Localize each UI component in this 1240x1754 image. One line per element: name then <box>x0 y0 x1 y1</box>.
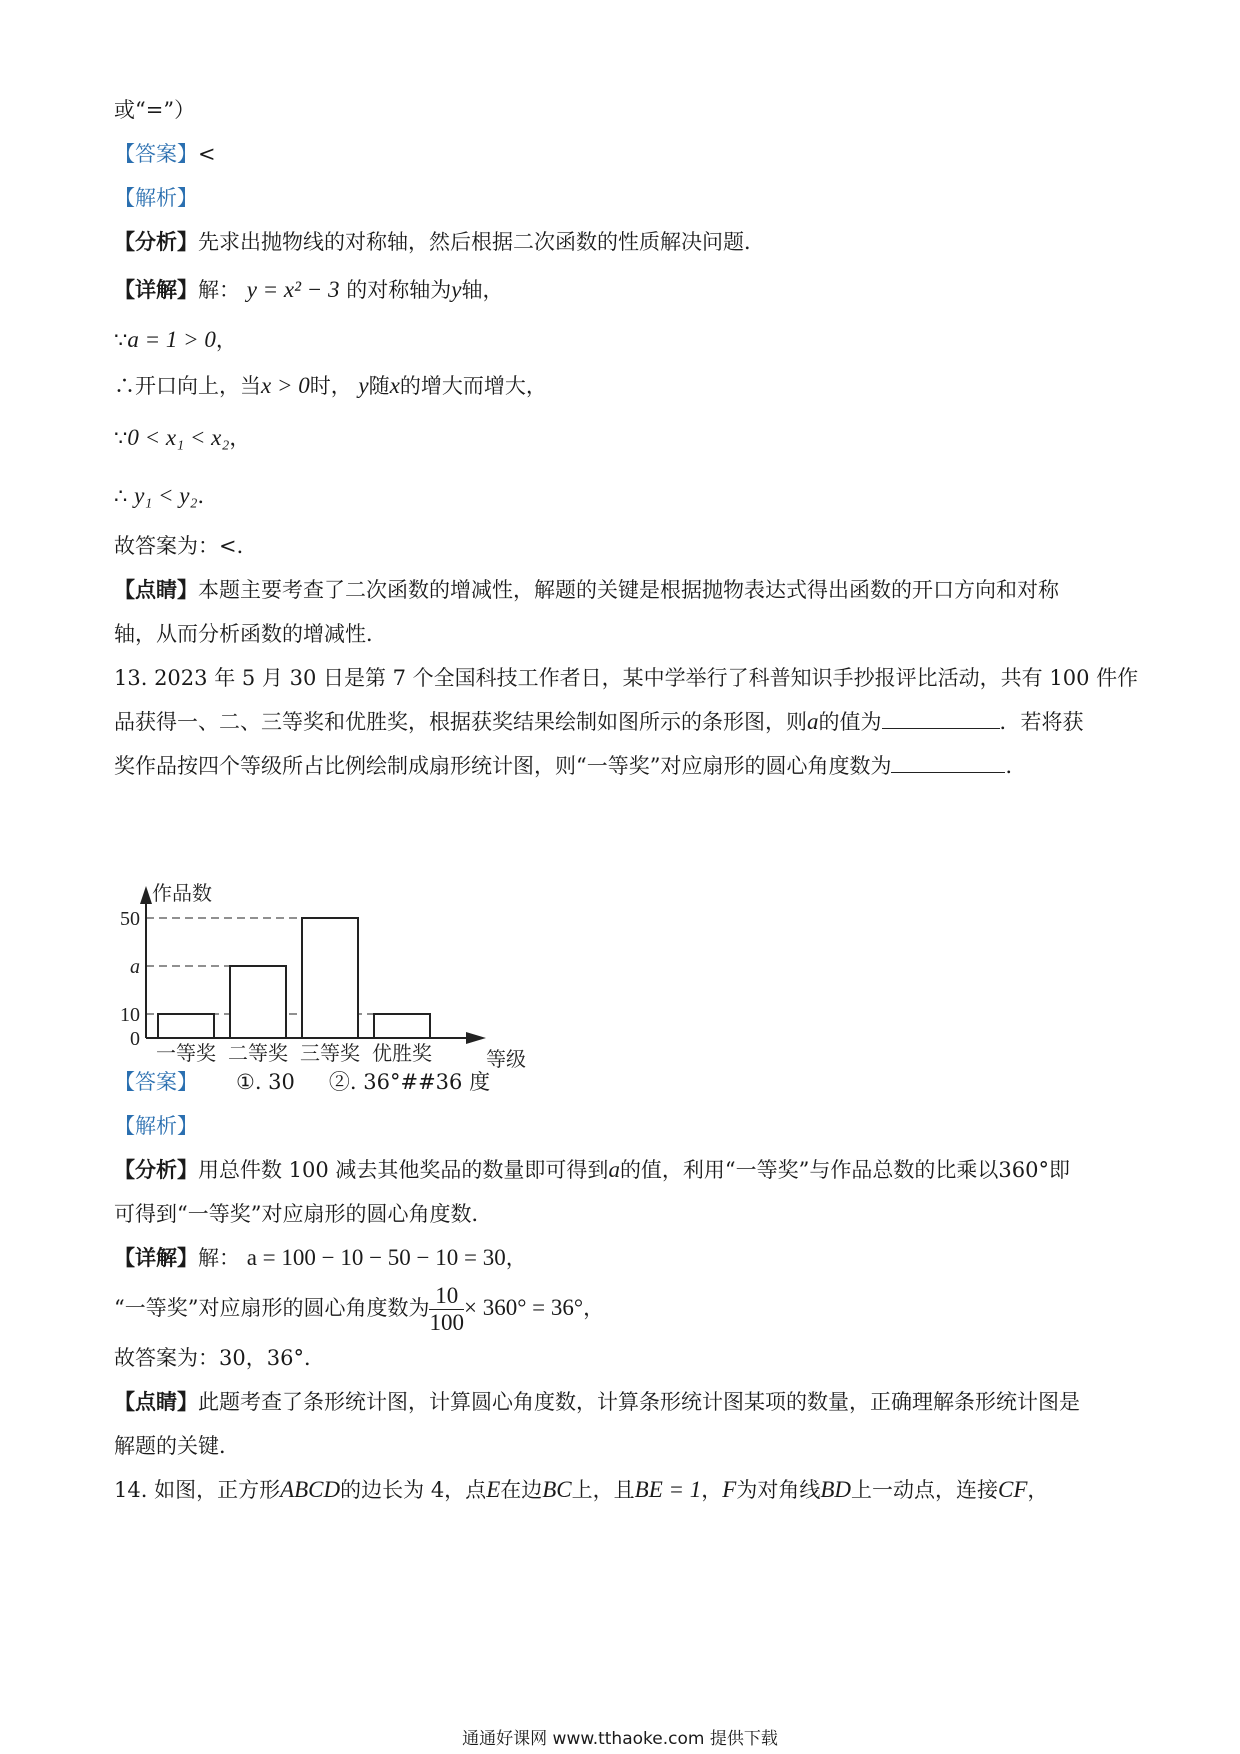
bar-0 <box>158 1014 214 1038</box>
math-expression: a = 1 > 0 <box>127 327 216 352</box>
text: 的增大而增大， <box>399 374 547 398</box>
text: ∴ <box>114 484 128 508</box>
x-tick-label: 优胜奖 <box>372 1041 432 1065</box>
y-axis-arrow <box>140 886 152 904</box>
math-var: ABCD <box>280 1477 341 1502</box>
math-expression: BE = 1 <box>634 1477 702 1502</box>
fenxi-line-13 <box>114 1156 1070 1184</box>
text: ， <box>583 1296 605 1320</box>
fenxi-line-13b <box>114 1200 492 1228</box>
answer-blank <box>882 708 1000 729</box>
math-var: x <box>389 373 400 398</box>
question-13-line-2 <box>114 708 1084 736</box>
therefore-line-1 <box>114 372 547 400</box>
math-var: E <box>486 1477 501 1502</box>
text: 上，且 <box>571 1478 635 1502</box>
text: ．若将获 <box>999 710 1084 734</box>
text: ， <box>1027 1478 1049 1502</box>
text: ， <box>701 1478 723 1502</box>
fenxi-text: 先求出抛物线的对称轴，然后根据二次函数的性质解决问题． <box>198 230 765 254</box>
text: 上一动点，连接 <box>851 1478 998 1502</box>
text: ∵ <box>114 426 128 450</box>
answer-text: < <box>198 142 216 166</box>
answer-tag: 【答案】 <box>114 1070 198 1094</box>
dianjing-line <box>114 576 1059 604</box>
math-var: a <box>608 1157 620 1182</box>
fraction <box>429 1283 464 1336</box>
bar-chart <box>110 870 526 1071</box>
text: 本题主要考查了二次函数的增减性，解题的关键是根据抛物表达式得出函数的开口方向和对称 <box>198 578 1059 602</box>
text: 轴， <box>461 278 504 302</box>
footer: 通通好课网 www.tthaoke.com 提供下载 <box>462 1729 778 1749</box>
text: ， <box>505 1246 527 1270</box>
y-ticks <box>120 908 140 1050</box>
xiangjie-tag: 【详解】 <box>114 277 198 302</box>
bar-3 <box>374 1014 430 1038</box>
therefore-line-2 <box>114 482 219 510</box>
text: 的边长为 4，点 <box>340 1478 487 1502</box>
question-13-line-1 <box>114 664 1138 692</box>
text: 用总件数 100 减去其他奖品的数量即可得到 <box>198 1158 609 1182</box>
text: 轴，从而分析函数的增减性． <box>114 622 387 646</box>
dianjing-tag: 【点睛】 <box>114 577 198 602</box>
fenxi-tag: 【分析】 <box>114 1157 198 1182</box>
final-answer-line-13 <box>114 1344 325 1372</box>
math-expression: 0 < x₁ < x₂ <box>127 425 230 450</box>
math-var: BD <box>820 1477 851 1502</box>
math-expression: y₁ < y₂ <box>134 483 198 508</box>
text: 在边 <box>500 1478 543 1502</box>
text: ． <box>1005 754 1027 778</box>
text: 解题的关键． <box>114 1434 240 1458</box>
dianjing-tag: 【点睛】 <box>114 1389 198 1414</box>
xiangjie-tag: 【详解】 <box>114 1245 198 1270</box>
math-var: F <box>722 1477 737 1502</box>
text: ． <box>197 484 219 508</box>
y-tick-label: a <box>130 956 140 978</box>
final-answer-line <box>114 532 258 560</box>
y-tick-label: 0 <box>130 1028 140 1050</box>
x-axis-label: 等级 <box>486 1047 526 1071</box>
analysis-tag: 【解析】 <box>114 186 198 210</box>
y-axis-label: 作品数 <box>152 881 212 905</box>
x-tick-label: 二等奖 <box>228 1041 288 1065</box>
text: 可得到“一等奖”对应扇形的圆心角度数． <box>114 1202 493 1226</box>
math-expression: × 360° = 36° <box>463 1295 584 1320</box>
text: ， <box>215 328 237 352</box>
bar-1 <box>230 966 286 1038</box>
fraction-denominator: 100 <box>429 1310 464 1335</box>
text: 此题考查了条形统计图，计算圆心角度数，计算条形统计图某项的数量，正确理解条形统计图是 <box>198 1390 1080 1414</box>
math-var: a <box>807 709 819 734</box>
dianjing-line-2 <box>114 620 387 648</box>
y-tick-label: 10 <box>120 1004 140 1026</box>
answer-tag: 【答案】 <box>114 142 198 166</box>
text: 故答案为：30，36°． <box>114 1346 325 1370</box>
xiangjie-line-13 <box>114 1244 527 1272</box>
text: 的值为 <box>818 710 882 734</box>
text: 品获得一、二、三等奖和优胜奖，根据获奖结果绘制如图所示的条形图，则 <box>114 710 807 734</box>
x-tick-label: 三等奖 <box>300 1041 360 1065</box>
question-14-line-1 <box>114 1476 1048 1504</box>
xiangjie-line <box>114 276 503 304</box>
text: ， <box>229 426 251 450</box>
fenxi-line <box>114 228 765 256</box>
text: ∵ <box>114 328 128 352</box>
text: 奖作品按四个等级所占比例绘制成扇形统计图，则“一等奖”对应扇形的圆心角度数为 <box>114 754 892 778</box>
text: 14. 如图，正方形 <box>114 1478 281 1502</box>
bars <box>158 918 430 1038</box>
because-line-1 <box>114 326 237 354</box>
bar-2 <box>302 918 358 1038</box>
answer-blank <box>891 752 1005 773</box>
x-axis-arrow <box>466 1032 486 1044</box>
y-tick-label: 50 <box>120 908 140 930</box>
analysis-heading-13 <box>114 1112 198 1140</box>
x-ticks <box>156 1041 432 1065</box>
text: 或“=”） <box>114 98 196 122</box>
text: 13. 2023 年 5 月 30 日是第 7 个全国科技工作者日，某中学举行了科普知识手抄报评比活动，共有 100 件作 <box>114 666 1139 690</box>
dianjing-line-13 <box>114 1388 1080 1416</box>
text: 解： <box>198 278 240 302</box>
analysis-tag: 【解析】 <box>114 1114 198 1138</box>
x-tick-label: 一等奖 <box>156 1041 216 1065</box>
math-var: y <box>358 373 369 398</box>
text: 故答案为：<． <box>114 534 258 558</box>
gridlines <box>146 918 430 1014</box>
answer-2: ②. 36°##36 度 <box>328 1070 491 1094</box>
analysis-heading <box>114 184 198 212</box>
line-1 <box>114 96 195 124</box>
text: 为对角线 <box>736 1478 821 1502</box>
question-13-line-3 <box>114 752 1026 780</box>
answer-line <box>114 140 216 168</box>
math-expression: x > 0 <box>261 373 310 398</box>
dianjing-line-13b <box>114 1432 240 1460</box>
angle-line <box>114 1280 604 1336</box>
math-expression: a = 100 − 10 − 50 − 10 = 30 <box>246 1245 506 1270</box>
math-var: y <box>451 277 462 302</box>
fenxi-tag: 【分析】 <box>114 229 198 254</box>
answer-1: ①. 30 <box>236 1070 295 1094</box>
text: 随 <box>368 374 390 398</box>
math-var: CF <box>998 1477 1028 1502</box>
text: 时， <box>309 374 352 398</box>
fraction-numerator: 10 <box>429 1283 464 1310</box>
answer-line-13 <box>114 1068 490 1096</box>
text: 解： <box>198 1246 240 1270</box>
math-expression: y = x² − 3 <box>246 277 340 302</box>
text: ∴开口向上，当 <box>114 374 261 398</box>
text: 的值，利用“一等奖”与作品总数的比乘以360°即 <box>619 1158 1070 1182</box>
text: “一等奖”对应扇形的圆心角度数为 <box>114 1296 430 1320</box>
text: 的对称轴为 <box>346 278 452 302</box>
math-var: BC <box>542 1477 572 1502</box>
because-line-2 <box>114 424 250 452</box>
